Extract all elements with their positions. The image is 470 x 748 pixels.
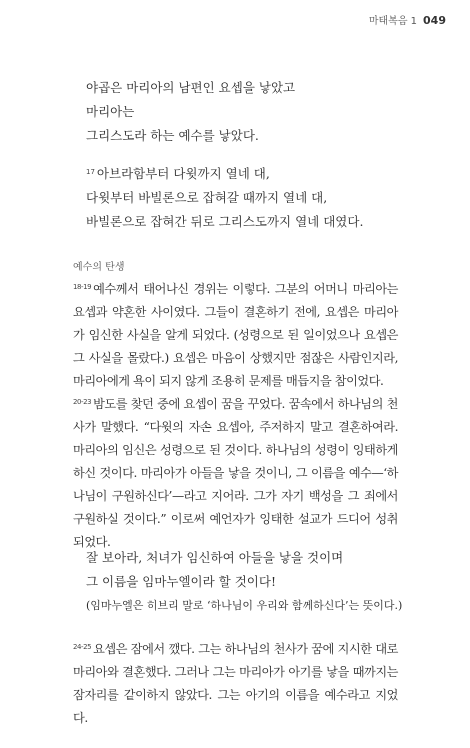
paragraph-marriage	[73, 636, 398, 730]
section-heading: 예수의 탄생	[73, 262, 125, 273]
verse-number: 17	[86, 168, 95, 176]
verse-number: 20-23	[73, 398, 92, 406]
running-header	[369, 12, 446, 27]
verse-number: 18-19	[73, 283, 92, 291]
prophecy-line: 그 이름을 임마누엘이라 할 것이다!	[86, 574, 276, 589]
genealogy-summary	[86, 160, 363, 234]
prophecy-line: 잘 보아라, 처녀가 임신하여 아들을 낳을 것이며	[86, 550, 344, 565]
genealogy-line: 야곱은 마리아의 남편인 요셉을 낳았고	[86, 80, 296, 95]
paragraph-text: 요셉은 잠에서 깼다. 그는 하나님의 천사가 꿈에 지시한 대로 마리아와 결혼했다. 그러나 그는 마리아가 아기를 낳을 때까지는 잠자리를 같이하지 않았다. 그는 아기의 이름을 예수라고 지었다.	[73, 642, 398, 725]
paragraph-text: 예수께서 태어나신 경위는 이렇다. 그분의 어머니 마리아는 요셉과 약혼한 사이였다. 그들이 결혼하기 전에, 요셉은 마리아가 임신한 사실을 알게 되었다. (성령으로 된 일이었으나 요셉은 그 사실을 몰랐다.) 요셉은 마음이 상했지만 점잖은 사람인지라, 마리아에게 욕이 되지 않게 조용히 문제를 매듭지을 참이었다.	[73, 282, 398, 388]
summary-line: 다윗부터 바빌론으로 잡혀갈 때까지 열네 대,	[86, 190, 328, 205]
summary-text: 아브라함부터 다윗까지 열네 대,	[96, 166, 270, 181]
prophecy-note: (임마누엘은 히브리 말로 ‘하나님이 우리와 함께하신다’는 뜻이다.)	[86, 599, 403, 612]
page-number: 049	[423, 14, 446, 27]
summary-line: 바빌론으로 잡혀간 뒤로 그리스도까지 열네 대였다.	[86, 214, 364, 229]
paragraph-dream	[73, 391, 398, 554]
genealogy-end	[86, 76, 295, 148]
verse-number: 24-25	[73, 643, 92, 651]
prophecy-quote	[86, 546, 402, 618]
book-title: 마태복음 1	[368, 16, 418, 27]
summary-line	[86, 160, 363, 186]
genealogy-line: 그리스도라 하는 예수를 낳았다.	[86, 128, 259, 143]
genealogy-line: 마리아는	[86, 104, 135, 119]
paragraph-birth	[73, 276, 398, 393]
paragraph-text: 밤도를 찾던 중에 요셉이 꿈을 꾸었다. 꿈속에서 하나님의 천사가 말했다. “다윗의 자손 요셉아, 주저하지 말고 결혼하여라. 마리아의 임신은 성령으로 된 것이다. 하나님의 성령이 잉태하게 하신 것이다. 마리아가 아들을 낳을 것이니, 그 이름을 예수—‘하나님이 구원하신다’—라고 지어라. 그가 자기 백성을 그 죄에서 구원하실 것이다.” 이로써 예언자가 잉태한 설교가 드디어 성취되었다.	[73, 397, 398, 549]
